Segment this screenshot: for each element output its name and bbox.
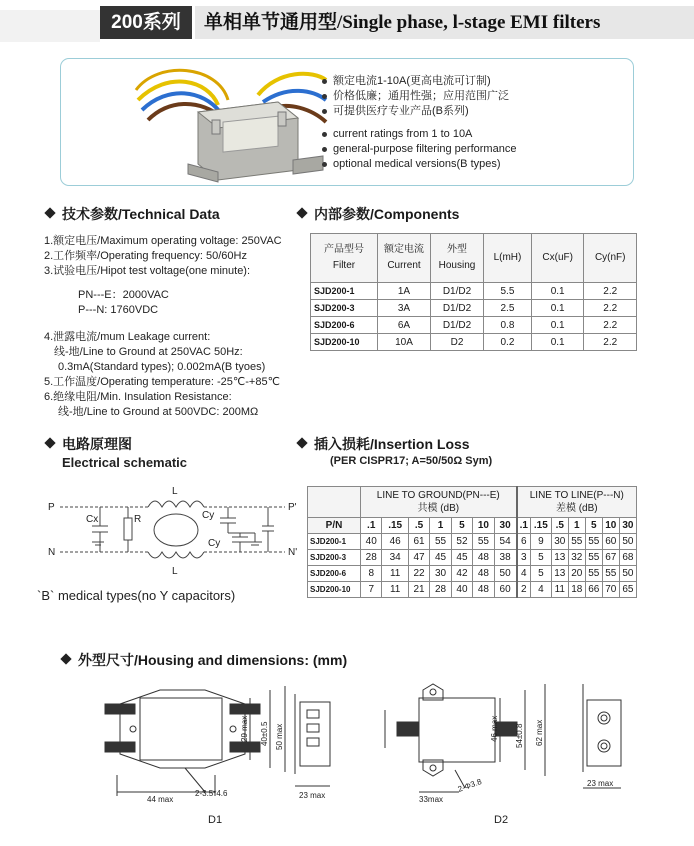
bullet-item: general-purpose filtering performance	[322, 142, 516, 157]
bullet-dot-icon	[322, 109, 327, 114]
dim-23-d1: 23 max	[299, 791, 326, 800]
dim-hole-d1: 2-3.5*4.6	[195, 789, 228, 798]
page-header	[0, 0, 694, 42]
series-badge: 200系列	[100, 6, 192, 39]
label-n-out: N'	[288, 547, 298, 558]
label-r: R	[134, 514, 142, 525]
tech-line: 4.泄露电流/mum Leakage current:	[44, 331, 211, 343]
tech-line: P---N: 1760VDC	[78, 304, 159, 316]
dim-54: 54±0.8	[515, 723, 524, 748]
label-cy-bottom: Cy	[208, 538, 221, 549]
column-header: Cx(uF)	[531, 234, 584, 283]
table-row: SJD200-1 1A D1/D2 5.5 0.1 2.2	[311, 283, 637, 300]
pn-label: P/N	[308, 518, 361, 534]
d2-label: D2	[494, 814, 509, 826]
frequency-row: P/N .1 .15 .5 1 5 10 30 .1 .15 .5 1 5 10 30	[308, 518, 637, 534]
table-header-row	[308, 487, 637, 518]
table-row: SJD200-10 10A D2 0.2 0.1 2.2	[311, 334, 637, 351]
technical-data	[44, 234, 282, 420]
column-header: Cy(nF)	[584, 234, 637, 283]
dim-33: 33max	[419, 795, 444, 804]
label-cx: Cx	[86, 514, 99, 525]
diamond-icon	[44, 437, 55, 448]
tech-line: 3.试验电压/Hipot test voltage(one minute):	[44, 265, 251, 277]
label-n-in: N	[48, 547, 56, 558]
product-photo	[128, 60, 328, 184]
tech-line: 线-地/Line to Ground at 500VDC: 200MΩ	[58, 406, 259, 418]
d2-dimension-drawing	[375, 680, 635, 810]
tech-line: 6.绝缘电阻/Min. Insulation Resistance:	[44, 391, 232, 403]
page-title: 单相单节通用型/Single phase, l-stage EMI filters	[204, 12, 601, 33]
bullet-dot-icon	[322, 147, 327, 152]
bullet-item: 额定电流1-10A(更高电流可订制)	[322, 74, 516, 89]
label-p-in: P	[48, 502, 55, 513]
column-header: L(mH)	[484, 234, 532, 283]
insertion-subheading: (PER CISPR17; A=50/50Ω Sym)	[330, 455, 493, 467]
table-row: SJD200-3 3A D1/D2 2.5 0.1 2.2	[311, 300, 637, 317]
d1-label: D1	[208, 814, 223, 826]
electrical-schematic	[40, 480, 310, 580]
components-heading: 内部参数/Components	[298, 204, 459, 224]
bullet-dot-icon	[322, 162, 327, 167]
d1-dimension-drawing	[55, 680, 345, 810]
bullet-item: optional medical versions(B types)	[322, 157, 516, 172]
dim-23-d2: 23 max	[587, 779, 614, 788]
dim-46: 46 max	[490, 715, 499, 742]
dim-50: 50 max	[275, 723, 284, 750]
dimensions-heading: 外型尺寸/Housing and dimensions: (mm)	[62, 650, 347, 670]
tech-line: PN---E：2000VAC	[78, 289, 169, 301]
table-header-row	[311, 234, 637, 283]
diamond-icon	[44, 207, 55, 218]
diamond-icon	[296, 207, 307, 218]
schematic-subheading: Electrical schematic	[62, 455, 188, 470]
dim-29: 29 max	[240, 715, 249, 742]
tech-line: 5.工作温度/Operating temperature: -25℃-+85℃	[44, 376, 280, 388]
table-row: SJD200-6 6A D1/D2 0.8 0.1 2.2	[311, 317, 637, 334]
components-table	[310, 233, 637, 351]
column-header: 额定电流 Current	[378, 234, 431, 283]
bullet-item: 价格低廉；通用性强；应用范围广泛	[322, 89, 516, 104]
tech-line: 线-地/Line to Ground at 250VAC 50Hz:	[54, 346, 243, 358]
header-accent	[0, 10, 100, 42]
intro-bullets	[322, 74, 516, 172]
tech-line: 0.3mA(Standard types); 0.002mA(B tyoes)	[58, 361, 266, 373]
bullet-item: current ratings from 1 to 10A	[322, 127, 516, 142]
table-row: SJD200-3 28 34 47 45 45 48 38 3 5 13 32 55 67 68	[308, 550, 637, 566]
table-row: SJD200-1 40 46 61 55 52 55 54 6 9 30 55 55 60 50	[308, 534, 637, 550]
table-row: SJD200-10 7 11 21 28 40 48 60 2 4 11 18 66 70 65	[308, 582, 637, 598]
bullet-item: 可提供医疗专业产品(B系列)	[322, 104, 516, 119]
tech-line: 1.额定电压/Maximum operating voltage: 250VAC	[44, 235, 282, 247]
dim-44: 44 max	[147, 795, 174, 804]
bullet-dot-icon	[322, 79, 327, 84]
column-header: 产品型号 Filter	[311, 234, 378, 283]
dim-62: 62 max	[535, 719, 544, 746]
column-header: 外型 Housing	[431, 234, 484, 283]
dim-hole-d2: 2-Φ3.8	[456, 776, 483, 794]
label-l-bottom: L	[172, 566, 178, 577]
diamond-icon	[296, 437, 307, 448]
table-row: SJD200-6 8 11 22 30 42 48 50 4 5 13 20 55 55 50	[308, 566, 637, 582]
label-cy-top: Cy	[202, 510, 215, 521]
group-header-line: LINE TO LINE(P---N) 差模 (dB)	[517, 487, 637, 518]
schematic-heading: 电路原理图	[46, 434, 132, 454]
medical-note: `B` medical types(no Y capacitors)	[37, 588, 236, 603]
label-l-top: L	[172, 486, 178, 497]
group-header-ground: LINE TO GROUND(PN---E) 共模 (dB)	[361, 487, 517, 518]
diamond-icon	[60, 653, 71, 664]
dim-40: 40±0.5	[260, 721, 269, 746]
insertion-loss-table	[307, 486, 637, 598]
technical-heading: 技术参数/Technical Data	[46, 204, 220, 224]
bullet-dot-icon	[322, 94, 327, 99]
bullet-dot-icon	[322, 132, 327, 137]
insertion-heading: 插入损耗/Insertion Loss	[298, 434, 470, 454]
tech-line: 2.工作频率/Operating frequency: 50/60Hz	[44, 250, 247, 262]
label-p-out: P'	[288, 502, 297, 513]
